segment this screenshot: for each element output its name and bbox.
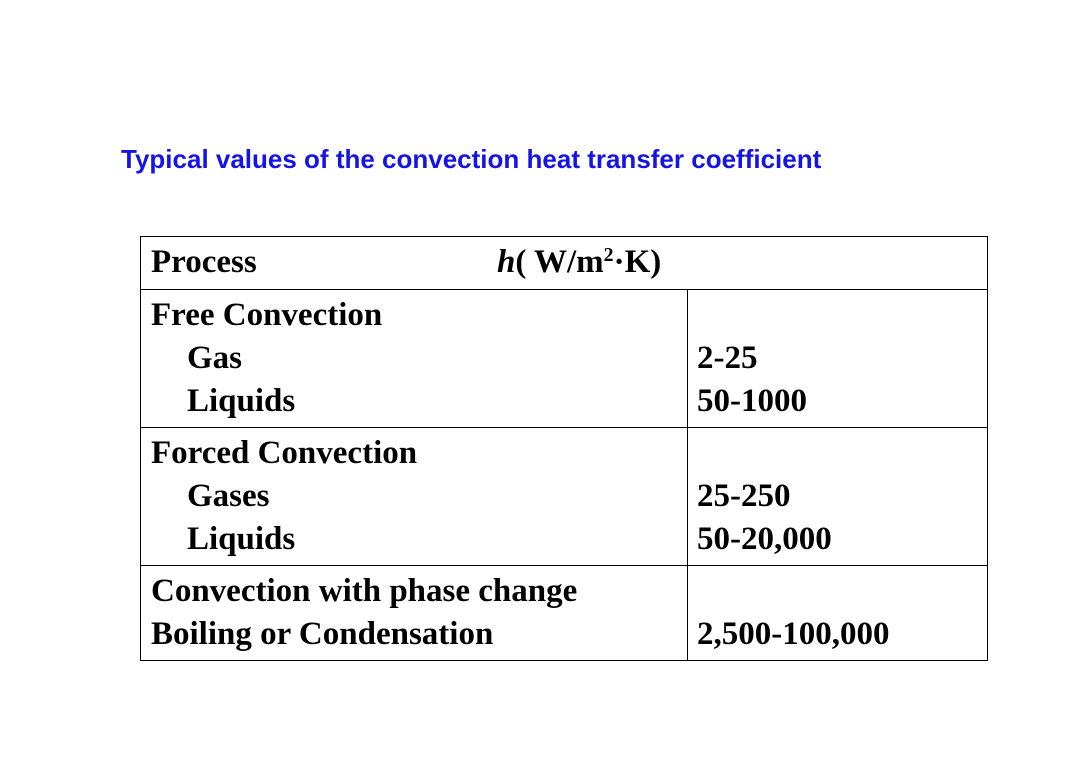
- item-label: Liquids: [187, 383, 296, 419]
- table-row-forced-convection: [141, 427, 987, 565]
- item-value: 2,500-100,000: [697, 616, 890, 652]
- group-name: Free Convection: [151, 297, 383, 333]
- h-symbol: h: [497, 244, 516, 280]
- convection-coefficient-table: [140, 236, 988, 661]
- header-process: Process: [151, 244, 257, 280]
- header-h-coefficient: [497, 246, 661, 279]
- page-title: Typical values of the convection heat transfer coefficient: [121, 144, 822, 174]
- item-label: Liquids: [187, 521, 296, 557]
- item-label: Gases: [187, 478, 270, 514]
- item-value: 2-25: [697, 340, 758, 376]
- h-unit-pre: ( W/m: [515, 244, 604, 280]
- item-value: 50-1000: [697, 383, 807, 419]
- table-header-row: [141, 237, 987, 289]
- h-unit-exponent: 2: [603, 244, 614, 267]
- item-label: Gas: [187, 340, 243, 376]
- table-row-free-convection: [141, 289, 987, 427]
- item-value: 50-20,000: [697, 521, 832, 557]
- group-name: Convection with phase change: [151, 573, 578, 609]
- table-row-phase-change: [141, 565, 987, 660]
- group-name: Forced Convection: [151, 435, 418, 471]
- item-value: 25-250: [697, 478, 791, 514]
- h-unit-post: ·K): [613, 244, 662, 280]
- item-label: Boiling or Condensation: [151, 616, 494, 652]
